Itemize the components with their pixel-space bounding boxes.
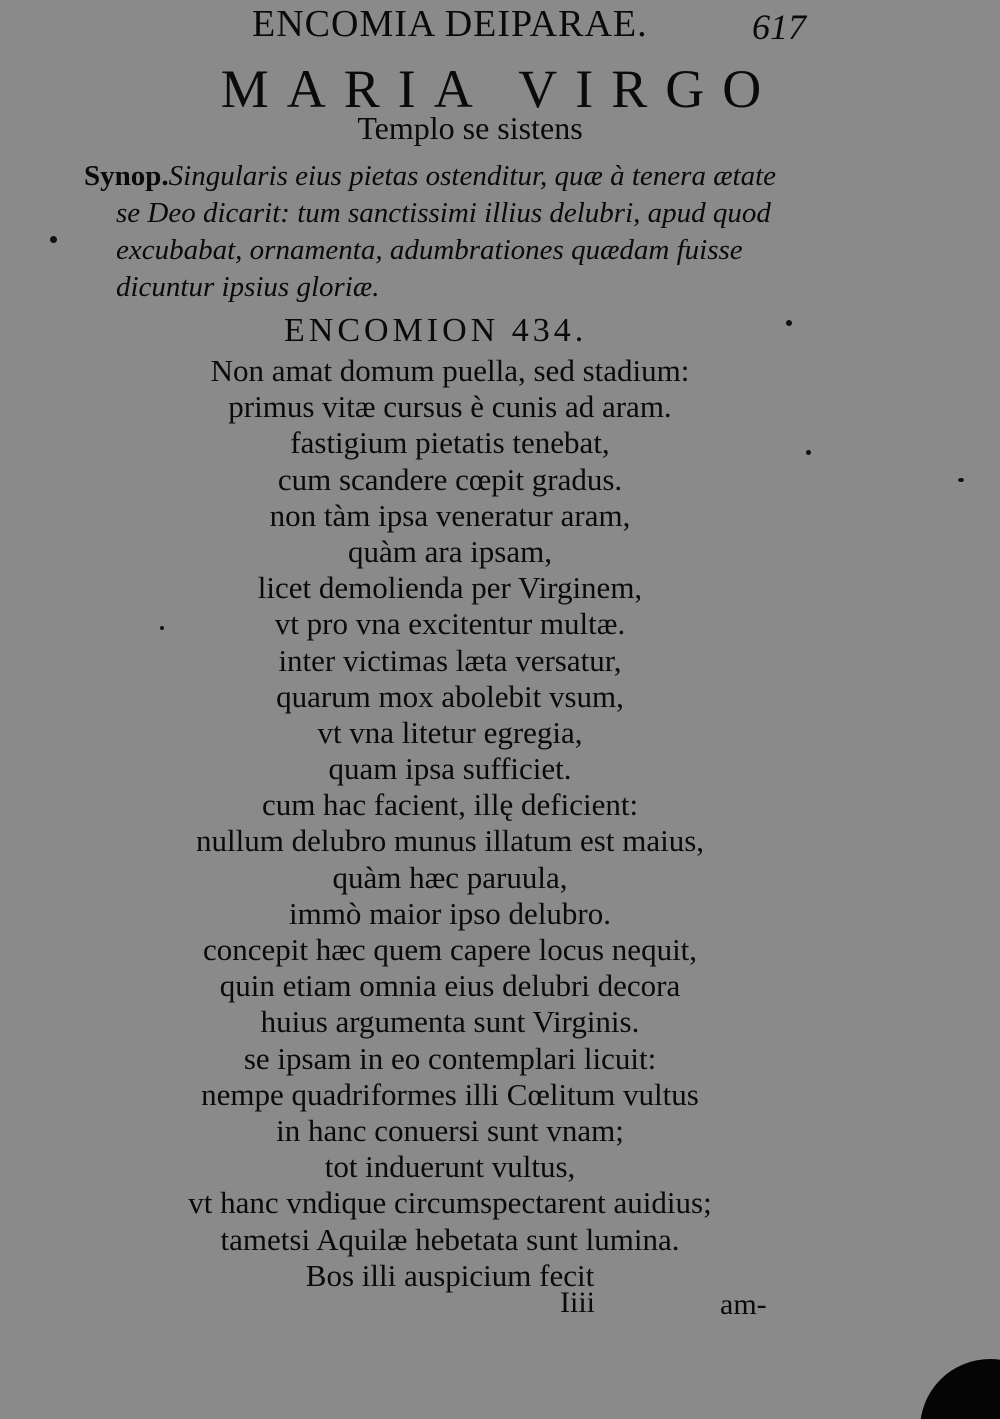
verse-line: inter victimas læta versatur, (278, 642, 622, 678)
verse-line: quàm ara ipsam, (347, 533, 552, 569)
verse-line: cum scandere cœpit gradus. (277, 461, 623, 497)
verse-line: quam ipsa sufficiet. (328, 751, 572, 787)
ink-speck (160, 626, 164, 630)
ink-speck (806, 450, 811, 455)
verse-line: fastigium pietatis tenebat, (290, 425, 610, 461)
verse-line: quàm hæc paruula, (332, 859, 568, 895)
verse-line: se ipsam in eo contemplari licuit: (243, 1040, 657, 1076)
poem-subtitle: Templo se sistens (357, 110, 583, 146)
verse-line: concepit hæc quem capere locus nequit, (202, 932, 698, 967)
verse-list (0, 353, 900, 1294)
scan-shadow (920, 1359, 1000, 1419)
verse-line: Non amat domum puella, sed stadium: (210, 353, 690, 388)
verse-line: primus vitæ cursus è cunis ad aram. (228, 389, 672, 425)
verse-line: vt hanc vndique circumspectarent auidius; (188, 1185, 712, 1221)
verse-line: quin etiam omnia eius delubri decora (219, 968, 681, 1004)
catchword: am- (720, 1288, 767, 1321)
verse-line: immò maior ipso delubro. (288, 895, 612, 931)
verse-line: Bos illi auspicium fecit (305, 1257, 595, 1293)
verse-line: tot induerunt vultus, (324, 1149, 576, 1185)
poem-title: MARIA VIRGO (220, 59, 780, 119)
verse-line: tametsi Aquilæ hebetata sunt lumina. (220, 1221, 680, 1257)
verse-line: quarum mox abolebit vsum, (276, 678, 624, 714)
synopsis-block (84, 158, 864, 306)
verse-line: cum hac facient, illę deficient: (261, 787, 639, 823)
synopsis-line (84, 158, 864, 195)
synopsis-line: se Deo dicarit: tum sanctissimi illius delubri, apud quod (116, 197, 771, 229)
synopsis-line-text: Singularis eius pietas ostenditur, quæ à tenera ætate (168, 160, 777, 192)
ink-speck (958, 478, 964, 482)
page-number: 617 (752, 7, 806, 47)
synopsis-line: excubabat, ornamenta, adumbrationes quædam fuisse (116, 234, 743, 266)
encomion-heading: ENCOMION 434. (284, 312, 588, 349)
verse-line: nempe quadriformes illi Cœlitum vultus (201, 1076, 699, 1112)
verse-line: huius argumenta sunt Virginis. (260, 1004, 640, 1040)
verse-line: licet demolienda per Virginem, (257, 570, 643, 606)
verse-line: in hanc conuersi sunt vnam; (276, 1112, 624, 1148)
ink-speck (50, 236, 57, 243)
synopsis-line: dicuntur ipsius gloriæ. (116, 271, 380, 303)
verse-line: nullum delubro munus illatum est maius, (195, 823, 705, 859)
signature-mark: Iiii (560, 1286, 595, 1319)
verse-line: vt pro vna excitentur multæ. (274, 606, 626, 642)
verse-line: non tàm ipsa veneratur aram, (269, 497, 631, 533)
running-title: ENCOMIA DEIPARAE. (252, 3, 648, 45)
synopsis-lead: Synop. (84, 160, 169, 192)
verse-line: vt vna litetur egregia, (317, 714, 583, 750)
ink-speck (786, 320, 792, 326)
